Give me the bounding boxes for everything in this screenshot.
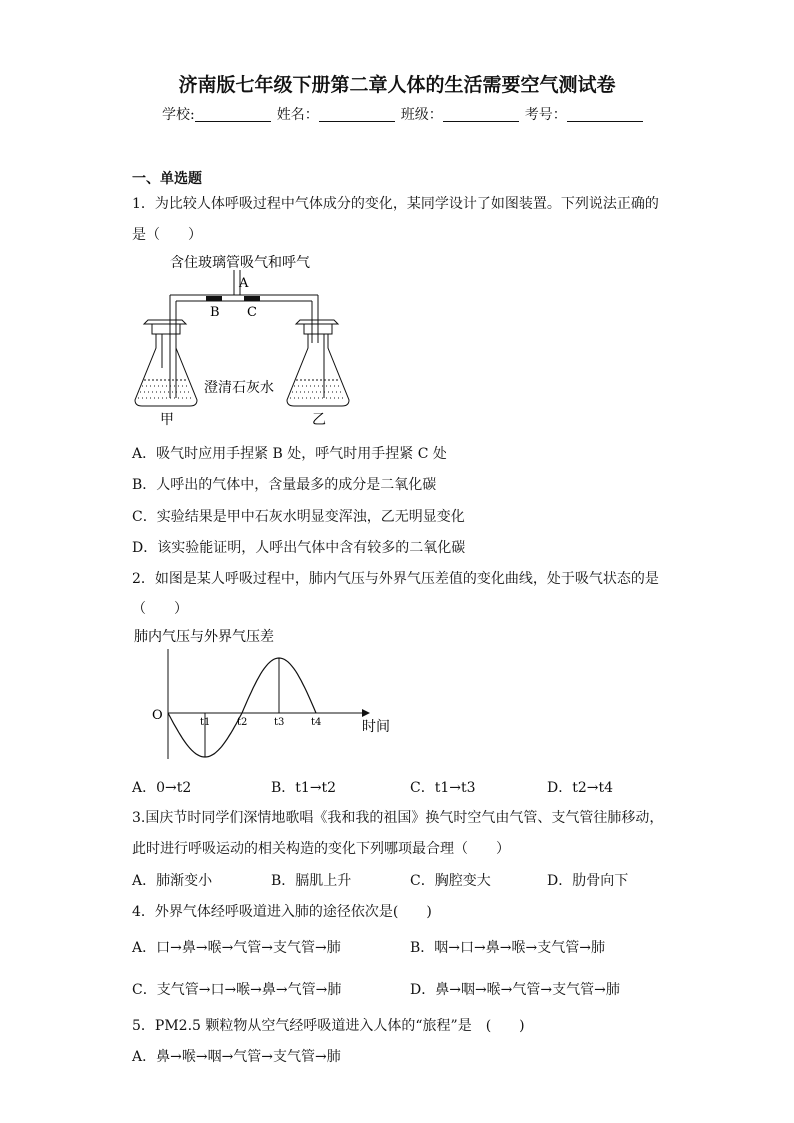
flask-yi-label: 乙 [312, 412, 326, 428]
name-blank[interactable] [319, 107, 395, 122]
q2-pressure-chart [130, 625, 410, 770]
q4-option-c[interactable]: C．支气管→口→喉→鼻→气管→肺 [132, 982, 342, 998]
left-flask [135, 320, 197, 406]
flask-jia-label: 甲 [160, 412, 174, 428]
chart-ylabel: 肺内气压与外界气压差 [134, 629, 274, 645]
q2-stem-line2: （ ） [132, 601, 188, 617]
class-label: 班级： [400, 107, 443, 123]
q3-option-b[interactable]: B．膈肌上升 [271, 873, 352, 889]
q1-apparatus-figure [130, 248, 370, 434]
q4-option-a[interactable]: A．口→鼻→喉→气管→支气管→肺 [132, 940, 341, 956]
tick-label-t3: t3 [274, 717, 285, 728]
q5-stem: 5．PM2.5 颗粒物从空气经呼吸道进入人体的“旅程”是 ( ) [132, 1018, 525, 1034]
q1-fig-caption: 含住玻璃管吸气和呼气 [170, 255, 310, 271]
q3-option-a[interactable]: A．肺渐变小 [132, 873, 213, 889]
x-axis-arrow [362, 709, 370, 717]
exam-info-line [162, 104, 649, 124]
class-blank[interactable] [443, 107, 519, 122]
q1-option-a[interactable]: A．吸气时应用手捏紧 B 处，呼气时用手捏紧 C 处 [132, 446, 447, 462]
q4-stem: 4．外界气体经呼吸道进入肺的途径依次是( ) [132, 904, 432, 920]
q2-stem-line1: 2．如图是某人呼吸过程中，肺内气压与外界气压差值的变化曲线，处于吸气状态的是 [132, 571, 659, 587]
q2-option-a[interactable]: A．0→t2 [132, 780, 192, 796]
q4-option-b[interactable]: B．咽→口→鼻→喉→支气管→肺 [410, 940, 605, 956]
chart-xlabel: 时间 [362, 719, 390, 735]
q1-stem-line1: 1．为比较人体呼吸过程中气体成分的变化，某同学设计了如图装置。下列说法正确的 [132, 196, 659, 212]
school-label: 学校: [162, 107, 195, 123]
chart-origin-label: O [152, 708, 163, 723]
section-heading: 一、单选题 [132, 171, 202, 187]
tick-label-t1: t1 [200, 717, 211, 728]
q3-stem-line1: 3.国庆节时同学们深情地歌唱《我和我的祖国》换气时空气由气管、支气管往肺移动， [132, 810, 664, 826]
tick-label-t4: t4 [311, 717, 322, 728]
q1-stem-line2: 是（ ） [132, 227, 202, 243]
label-a: A [239, 276, 249, 291]
q2-option-d[interactable]: D．t2→t4 [547, 780, 614, 796]
limewater-label: 澄清石灰水 [204, 380, 274, 396]
clamp-c [244, 296, 260, 301]
page-title: 济南版七年级下册第二章人体的生活需要空气测试卷 [178, 74, 616, 96]
q3-option-c[interactable]: C．胸腔变大 [410, 873, 491, 889]
school-blank[interactable] [195, 107, 271, 122]
q1-option-b[interactable]: B．人呼出的气体中，含量最多的成分是二氧化碳 [132, 477, 437, 493]
label-c: C [247, 305, 257, 320]
q1-option-c[interactable]: C．实验结果是甲中石灰水明显变浑浊，乙无明显变化 [132, 509, 465, 525]
name-label: 姓名： [276, 107, 319, 123]
number-label: 考号： [524, 107, 567, 123]
q3-option-d[interactable]: D．肋骨向下 [547, 873, 629, 889]
clamp-b [206, 296, 222, 301]
q5-option-a[interactable]: A．鼻→喉→咽→气管→支气管→肺 [132, 1049, 341, 1065]
label-b: B [210, 305, 220, 320]
pressure-curve-line [168, 658, 316, 757]
q4-option-d[interactable]: D．鼻→咽→喉→气管→支气管→肺 [410, 982, 620, 998]
q2-option-c[interactable]: C．t1→t3 [410, 780, 476, 796]
number-blank[interactable] [567, 107, 643, 122]
q1-option-d[interactable]: D．该实验能证明，人呼出气体中含有较多的二氧化碳 [132, 540, 466, 556]
q2-option-b[interactable]: B．t1→t2 [271, 780, 337, 796]
tick-label-t2: t2 [237, 717, 248, 728]
q3-stem-line2: 此时进行呼吸运动的相关构造的变化下列哪项最合理（ ） [132, 841, 510, 857]
